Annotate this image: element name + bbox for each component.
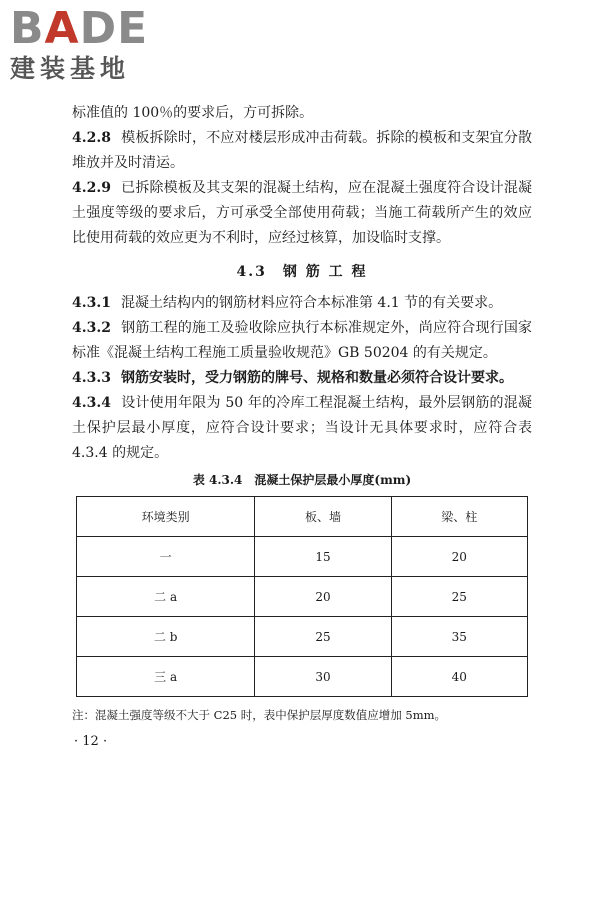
paragraph-continuation: 标准值的 100％的要求后，方可拆除。 (72, 105, 314, 121)
clause-number: 4.3.3 (72, 370, 111, 386)
cover-thickness-table (76, 496, 528, 697)
document-body (72, 101, 532, 749)
table-header-cell: 板、墙 (255, 497, 391, 537)
logo (8, 3, 178, 90)
clause-4-3-1: 4.3.1 混凝土结构内的钢筋材料应符合本标准第 4.1 节的有关要求。 (72, 295, 503, 311)
table-header-row (77, 497, 528, 537)
clause-number: 4.2.8 (72, 130, 111, 146)
table-cell: 15 (255, 537, 391, 577)
table-cell: 20 (391, 537, 527, 577)
logo-brand: BADE (10, 3, 149, 54)
table-row (77, 657, 528, 697)
clause-number: 4.2.9 (72, 180, 111, 196)
table-cell: 35 (391, 617, 527, 657)
table-note: 注：混凝土强度等级不大于 C25 时，表中保护层厚度数值应增加 5mm。 (72, 708, 447, 722)
clause-number: 4.3.1 (72, 295, 111, 311)
table-cell: 25 (391, 577, 527, 617)
table-cell: 25 (255, 617, 391, 657)
table-row (77, 617, 528, 657)
table-cell: 30 (255, 657, 391, 697)
table-cell: 三 a (77, 657, 255, 697)
table-cell: 40 (391, 657, 527, 697)
table-cell: 一 (77, 537, 255, 577)
table-row (77, 577, 528, 617)
clause-number: 4.3.4 (72, 395, 111, 411)
clause-4-3-3: 4.3.3 钢筋安装时，受力钢筋的牌号、规格和数量必须符合设计要求。 (72, 370, 513, 386)
table-header-cell: 梁、柱 (391, 497, 527, 537)
table-cell: 二 b (77, 617, 255, 657)
page-number: · 12 · (74, 734, 108, 749)
section-title: 4.3 钢 筋 工 程 (236, 264, 368, 280)
table-cell: 20 (255, 577, 391, 617)
clause-4-2-9: 4.2.9 已拆除模板及其支架的混凝土结构，应在混凝土强度符合设计混凝土强度等级的要求后，方可承受全部使用荷载；当施工荷载所产生的效应比使用荷载的效应更为不利时，应经过核算，加设临时支撑。 (72, 180, 532, 246)
table-caption: 表 4.3.4 混凝土保护层最小厚度(mm) (192, 473, 412, 487)
table-header-cell: 环境类别 (77, 497, 255, 537)
clause-number: 4.3.2 (72, 320, 111, 336)
logo-subtitle: 建装基地 (10, 54, 131, 83)
clause-4-3-4: 4.3.4 设计使用年限为 50 年的冷库工程混凝土结构，最外层钢筋的混凝土保护层最小厚度，应符合设计要求；当设计无具体要求时，应符合表 4.3.4 的规定。 (72, 395, 532, 461)
clause-4-2-8: 4.2.8 模板拆除时，不应对楼层形成冲击荷载。拆除的模板和支架宜分散堆放并及时清运。 (72, 130, 532, 171)
table-cell: 二 a (77, 577, 255, 617)
table-row (77, 537, 528, 577)
clause-4-3-2: 4.3.2 钢筋工程的施工及验收除应执行本标准规定外，尚应符合现行国家标准《混凝土结构工程施工质量验收规范》GB 50204 的有关规定。 (72, 320, 532, 361)
